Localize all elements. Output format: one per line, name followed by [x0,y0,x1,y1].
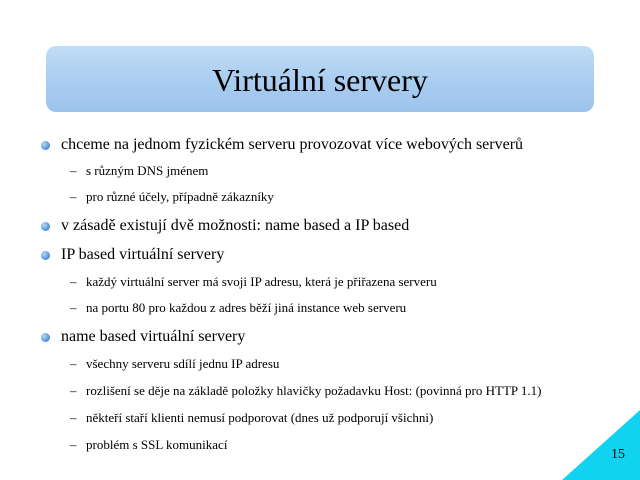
dash-icon: – [70,163,77,178]
dash-icon: – [70,437,77,452]
page-number: 15 [611,447,625,462]
dash-icon: – [70,189,77,204]
bullet-item [40,326,245,348]
bullet-item [40,215,409,237]
dash-icon: – [70,410,77,425]
sub-item [70,187,274,207]
sub-item-text: rozlišení se děje na základě položky hlavičky požadavku Host: (povinná pro HTTP 1.1) [86,383,542,398]
dash-icon: – [70,383,77,398]
dash-icon: – [70,356,77,371]
bullet-icon [41,333,50,342]
sub-item [70,354,279,374]
bullet-item [40,244,224,266]
sub-item [70,272,437,292]
sub-item-text: někteří staří klienti nemusí podporovat (dnes už podporují všichni) [86,410,434,425]
sub-item-text: problém s SSL komunikací [86,437,228,452]
sub-item [70,435,227,455]
sub-item [70,298,406,318]
bullet-item [40,134,523,156]
sub-item-text: každý virtuální server má svoji IP adresu, která je přiřazena serveru [86,274,437,289]
bullet-text: v zásadě existují dvě možnosti: name based a IP based [61,217,410,234]
bullet-text: name based virtuální servery [61,328,246,345]
corner-decoration [562,410,640,480]
sub-item-text: s různým DNS jménem [86,163,209,178]
sub-item [70,161,208,181]
bullet-icon [41,222,50,231]
sub-item-text: všechny serveru sdílí jednu IP adresu [86,356,280,371]
sub-item-text: na portu 80 pro každou z adres běží jiná instance web serveru [86,300,407,315]
slide-title: Virtuální servery [212,62,428,98]
dash-icon: – [70,300,77,315]
bullet-icon [41,251,50,260]
sub-item [70,408,433,428]
bullet-text: IP based virtuální servery [61,246,225,263]
sub-item-text: pro různé účely, případně zákazníky [86,189,274,204]
bullet-text: chceme na jednom fyzickém serveru provozovat více webových serverů [61,136,524,153]
bullet-icon [41,141,50,150]
dash-icon: – [70,274,77,289]
sub-item [70,381,541,401]
